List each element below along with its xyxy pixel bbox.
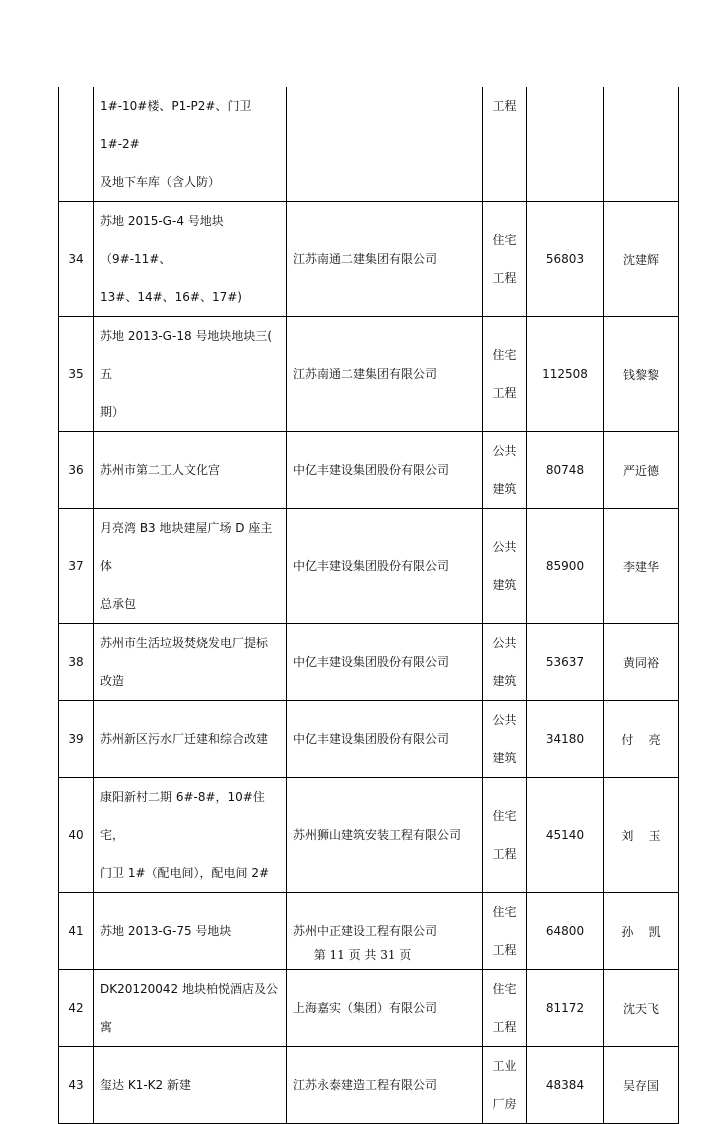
cell-manager: 付 亮 [604,701,679,778]
cell-company: 中亿丰建设集团股份有限公司 [287,701,483,778]
cell-manager: 严近德 [604,432,679,509]
table-row [59,509,679,624]
project-name-line: 寓 [100,1020,113,1034]
cell-area: 53637 [527,624,604,701]
cell-manager: 刘 玉 [604,778,679,893]
project-name-line: 苏州新区污水厂迁建和综合改建 [100,732,269,746]
cell-area: 81172 [527,970,604,1047]
cell-area: 80748 [527,432,604,509]
cell-project-name [94,432,287,509]
type-line: 公共 [492,713,517,727]
type-line: 住宅 [492,233,517,247]
type-line: 工程 [492,1020,517,1034]
cell-manager: 孙 凯 [604,893,679,970]
cell-no: 36 [59,432,94,509]
cell-manager: 李建华 [604,509,679,624]
cell-no: 42 [59,970,94,1047]
project-name-line: 苏地 2013-G-75 号地块 [100,924,232,938]
cell-company: 上海嘉实（集团）有限公司 [287,970,483,1047]
project-name-line: 1#-10#楼、P1-P2#、门卫 1#-2# [100,99,252,151]
type-line: 建筑 [492,751,517,765]
cell-area: 45140 [527,778,604,893]
table-row-continuation [59,87,679,202]
table-row [59,202,679,317]
cell-area: 64800 [527,893,604,970]
type-line: 住宅 [492,809,517,823]
cell-area: 34180 [527,701,604,778]
cell-type [483,432,527,509]
cell-no: 39 [59,701,94,778]
cell-type [483,778,527,893]
project-name-line: 玺达 K1-K2 新建 [100,1078,191,1092]
cell-project-name [94,202,287,317]
cell-type [483,317,527,432]
project-name-line: 月亮湾 B3 地块建屋广场 D 座主体 [100,521,273,573]
cell-project-name [94,509,287,624]
cell-no: 37 [59,509,94,624]
type-line: 工程 [492,847,517,861]
project-table [58,87,679,1124]
cell-project-name [94,778,287,893]
cell-company: 中亿丰建设集团股份有限公司 [287,432,483,509]
cell-type [483,701,527,778]
cell-company: 江苏南通二建集团有限公司 [287,202,483,317]
cell-no: 43 [59,1047,94,1124]
cell-no [59,87,94,202]
cell-no: 40 [59,778,94,893]
type-line: 工程 [492,943,517,957]
cell-type [483,202,527,317]
cell-type [483,509,527,624]
type-line: 工业 [492,1059,517,1073]
cell-project-name [94,970,287,1047]
project-name-line: 门卫 1#（配电间），配电间 2# [100,866,270,880]
type-line: 住宅 [492,348,517,362]
cell-no: 34 [59,202,94,317]
cell-area: 112508 [527,317,604,432]
cell-area: 56803 [527,202,604,317]
cell-no: 41 [59,893,94,970]
project-name-line: 苏地 2015-G-4 号地块（9#-11#、 [100,214,224,266]
project-name-line: 及地下车库（含人防） [100,175,221,189]
table-row [59,432,679,509]
cell-company: 苏州中正建设工程有限公司 [287,893,483,970]
type-line: 住宅 [492,905,517,919]
cell-company: 江苏永泰建造工程有限公司 [287,1047,483,1124]
cell-company: 中亿丰建设集团股份有限公司 [287,509,483,624]
type-line: 建筑 [492,578,517,592]
project-name-line: 13#、14#、16#、17#) [100,290,242,304]
cell-company [287,87,483,202]
table-row [59,317,679,432]
table-row [59,778,679,893]
type-line: 建筑 [492,674,517,688]
cell-manager: 沈天飞 [604,970,679,1047]
cell-project-name [94,701,287,778]
cell-project-name [94,624,287,701]
page-footer: 第 11 页 共 31 页 [313,948,412,962]
type-line: 厂房 [492,1097,517,1111]
type-line: 工程 [492,99,517,113]
cell-no: 35 [59,317,94,432]
table-row [59,1047,679,1124]
cell-manager: 沈建辉 [604,202,679,317]
cell-area: 85900 [527,509,604,624]
cell-manager [604,87,679,202]
project-name-line: DK20120042 地块柏悦酒店及公 [100,982,279,996]
cell-project-name [94,87,287,202]
project-name-line: 期） [100,405,125,419]
cell-no: 38 [59,624,94,701]
cell-project-name [94,1047,287,1124]
cell-project-name [94,317,287,432]
project-name-line: 康阳新村二期 6#-8#，10#住宅， [100,790,265,842]
cell-area [527,87,604,202]
type-line: 工程 [492,386,517,400]
project-name-line: 苏地 2013-G-18 号地块地块三( 五 [100,329,273,381]
cell-company: 中亿丰建设集团股份有限公司 [287,624,483,701]
table-row [59,624,679,701]
cell-type [483,624,527,701]
table-row [59,970,679,1047]
cell-type [483,87,527,202]
cell-area: 48384 [527,1047,604,1124]
cell-company: 江苏南通二建集团有限公司 [287,317,483,432]
project-name-line: 苏州市生活垃圾焚烧发电厂提标 [100,636,269,650]
cell-manager: 吴存国 [604,1047,679,1124]
cell-company: 苏州狮山建筑安装工程有限公司 [287,778,483,893]
cell-manager: 钱黎黎 [604,317,679,432]
type-line: 建筑 [492,482,517,496]
type-line: 公共 [492,636,517,650]
type-line: 工程 [492,271,517,285]
type-line: 住宅 [492,982,517,996]
project-name-line: 苏州市第二工人文化宫 [100,463,221,477]
project-name-line: 总承包 [100,597,137,611]
cell-manager: 黄同裕 [604,624,679,701]
type-line: 公共 [492,444,517,458]
type-line: 公共 [492,540,517,554]
table-row [59,701,679,778]
cell-type [483,1047,527,1124]
cell-type [483,970,527,1047]
project-name-line: 改造 [100,674,125,688]
